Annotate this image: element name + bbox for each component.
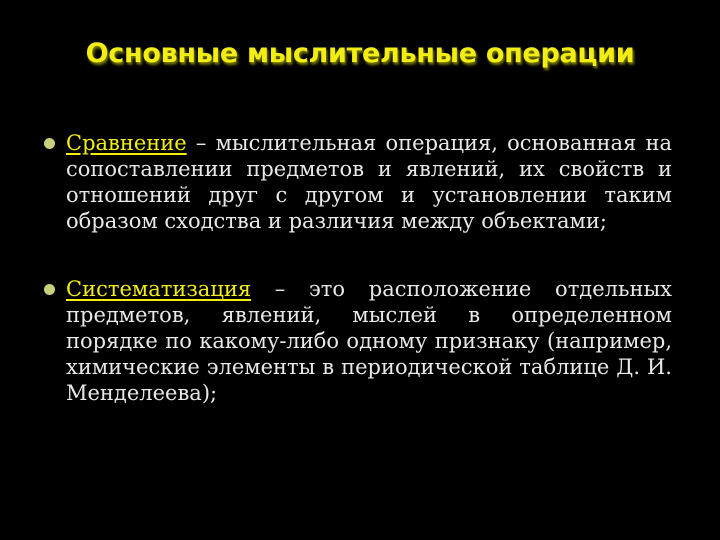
bullet-list bbox=[44, 130, 672, 448]
definition-systematization: – это расположение отдельных предметов, явлений, мыслей в определенном порядке по какому-либо одному признаку (например, химические элементы в периодической таблице Д. И. Менделеева); bbox=[66, 277, 672, 405]
term-systematization: Систематизация bbox=[66, 277, 252, 301]
bullet-item-comparison bbox=[44, 130, 672, 234]
slide-title: Основные мыслительные операции bbox=[85, 38, 635, 69]
term-comparison: Сравнение bbox=[66, 131, 187, 155]
bullet-dot-icon bbox=[44, 138, 55, 149]
definition-comparison: – мыслительная операция, основанная на сопоставлении предметов и явлений, их свойств и отношений друг с другом и установлении таким образом сходства и различия между объектами; bbox=[66, 131, 672, 233]
bullet-item-systematization bbox=[44, 276, 672, 406]
bullet-dot-icon bbox=[44, 284, 55, 295]
